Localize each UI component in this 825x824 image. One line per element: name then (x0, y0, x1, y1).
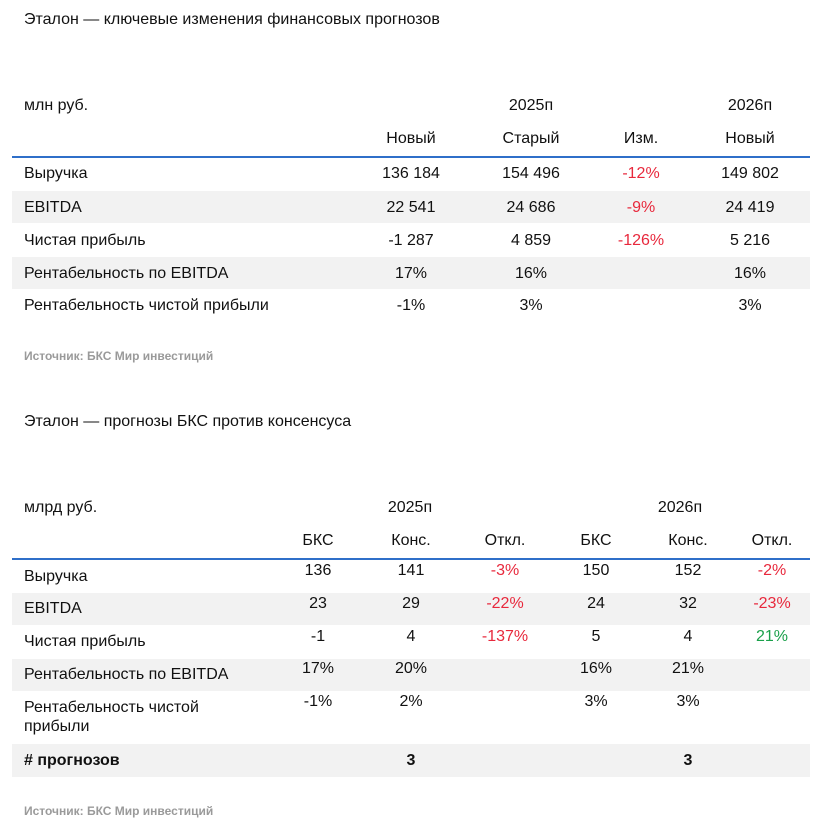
table2-col-header: Откл. (484, 532, 526, 549)
table-cell: 2% (399, 693, 423, 710)
table-cell: 5 216 (729, 232, 771, 249)
row-label-line1: Рентабельность чистой (24, 699, 199, 716)
table-cell: -9% (626, 199, 656, 216)
table1-year-2026: 2026п (727, 97, 773, 114)
table-cell: 3 (406, 752, 416, 769)
table-row (12, 191, 810, 223)
row-label: Чистая прибыль (24, 232, 146, 249)
table-cell: 141 (397, 562, 425, 579)
table-row (12, 692, 810, 743)
table-cell: 17% (394, 265, 428, 282)
table-row (12, 659, 810, 691)
row-label: EBITDA (24, 199, 82, 216)
table-cell: -3% (490, 562, 520, 579)
table-cell: 16% (514, 265, 548, 282)
table-cell: 23 (309, 595, 327, 612)
table-cell: 24 686 (506, 199, 556, 216)
table-cell: 24 (587, 595, 605, 612)
row-label: # прогнозов (24, 752, 120, 769)
row-label: Рентабельность чистой прибыли (24, 297, 269, 314)
table1-col-header: Изм. (623, 130, 659, 147)
table2-unit: млрд руб. (24, 499, 98, 516)
table2-col-header: БКС (580, 532, 612, 549)
table-cell: -1 287 (388, 232, 434, 249)
table2-year-2025: 2025п (387, 499, 433, 516)
table1-title: Эталон — ключевые изменения финансовых прогнозов (24, 11, 440, 28)
table-cell: 4 (406, 628, 416, 645)
table1-col-header: Старый (502, 130, 560, 147)
table-cell: 3% (519, 297, 543, 314)
table-cell: 22 541 (386, 199, 436, 216)
table-cell: 29 (402, 595, 420, 612)
table-cell: 136 184 (382, 165, 440, 182)
table-cell: 3 (683, 752, 693, 769)
table-cell: 3% (584, 693, 608, 710)
table-row (12, 560, 810, 592)
table1-source: Источник: БКС Мир инвестиций (24, 349, 214, 363)
table2-col-header: Откл. (751, 532, 793, 549)
table-cell: 5 (591, 628, 601, 645)
table-cell: -126% (617, 232, 665, 249)
table-cell: -1% (303, 693, 333, 710)
table-cell: 3% (738, 297, 762, 314)
table-cell: 3% (676, 693, 700, 710)
table-cell: 16% (579, 660, 613, 677)
row-label: Выручка (24, 568, 88, 585)
table-cell: 17% (301, 660, 335, 677)
table-cell: 4 (683, 628, 693, 645)
table1-unit: млн руб. (24, 97, 89, 114)
table-cell: -23% (753, 595, 791, 612)
table-cell: 32 (679, 595, 697, 612)
table-row (12, 257, 810, 289)
table2-col-header: Конс. (391, 532, 431, 549)
table-cell: -137% (481, 628, 529, 645)
table-cell: -12% (622, 165, 660, 182)
table-cell: 20% (394, 660, 428, 677)
table2-col-header: БКС (302, 532, 334, 549)
table2-source: Источник: БКС Мир инвестиций (24, 804, 214, 818)
table-cell: -1 (310, 628, 326, 645)
table-cell: 21% (755, 628, 789, 645)
table-cell: 21% (671, 660, 705, 677)
table-cell: -1% (396, 297, 426, 314)
row-label: EBITDA (24, 600, 82, 617)
row-label: Рентабельность по EBITDA (24, 265, 229, 282)
table-row (12, 593, 810, 625)
table-cell: 24 419 (725, 199, 775, 216)
row-label-line2: прибыли (24, 718, 90, 735)
table-cell: -2% (757, 562, 787, 579)
table-cell: 154 496 (502, 165, 560, 182)
table2-year-2026: 2026п (657, 499, 703, 516)
row-label: Чистая прибыль (24, 633, 146, 650)
table1-col-header: Новый (725, 130, 775, 147)
table-cell: 149 802 (721, 165, 779, 182)
table2-title: Эталон — прогнозы БКС против консенсуса (24, 413, 352, 430)
table-row (12, 744, 810, 777)
table1-year-2025: 2025п (508, 97, 554, 114)
table-cell: 150 (582, 562, 610, 579)
table-cell: 4 859 (510, 232, 552, 249)
table-cell: 152 (674, 562, 702, 579)
row-label: Рентабельность по EBITDA (24, 666, 229, 683)
table-row (12, 290, 810, 322)
table2-col-header: Конс. (668, 532, 708, 549)
table-cell: 16% (733, 265, 767, 282)
table1-col-header: Новый (386, 130, 436, 147)
table-cell: 136 (304, 562, 332, 579)
table-row (12, 626, 810, 658)
table-row (12, 158, 810, 190)
table-row (12, 224, 810, 256)
row-label: Выручка (24, 165, 88, 182)
table-cell: -22% (486, 595, 524, 612)
